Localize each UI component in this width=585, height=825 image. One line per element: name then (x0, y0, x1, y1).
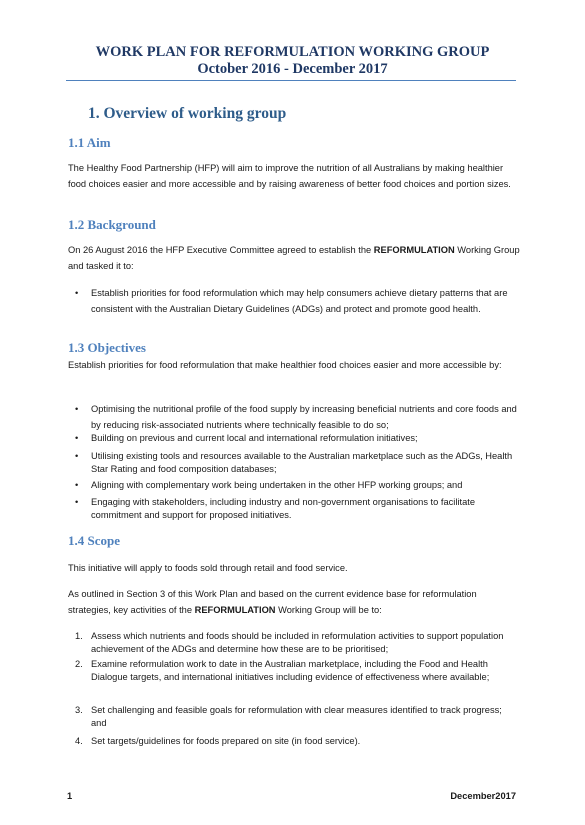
scope-activities-intro: As outlined in Section 3 of this Work Plan and based on the current evidence base for reformulation strategies, key activities of the REFORMULATION Working Group will be to: (68, 589, 477, 615)
list-item: • Utilising existing tools and resources available to the Australian marketplace such as the ADGs, Health Star Rating and food composition databases; (75, 451, 513, 474)
aim-heading: 1.1 Aim (68, 135, 111, 150)
bullet-icon: • (75, 480, 79, 490)
document-date-range: October 2016 - December 2017 (197, 61, 388, 77)
bullet-icon: • (75, 404, 79, 414)
bullet-icon: • (75, 451, 79, 461)
numbered-item: 4. Set targets/guidelines for foods prepared on site (in food service). (75, 736, 361, 746)
numbered-item: 2. Examine reformulation work to date in the Australian marketplace, including the Food and Health Dialogue targets, and international initiatives including evidence of effectiveness where available; (75, 659, 490, 682)
bullet-icon: • (75, 497, 79, 507)
document-title: WORK PLAN FOR REFORMULATION WORKING GROUP (95, 44, 490, 60)
scope-heading: 1.4 Scope (68, 533, 120, 548)
bullet-icon: • (75, 288, 79, 298)
objectives-heading: 1.3 Objectives (68, 340, 146, 355)
background-text: On 26 August 2016 the HFP Executive Committee agreed to establish the REFORMULATION Working Group and tasked it to: (68, 245, 520, 271)
title-divider (66, 80, 516, 81)
background-heading: 1.2 Background (68, 217, 156, 232)
section-heading: 1. Overview of working group (88, 105, 287, 122)
numbered-item: 3. Set challenging and feasible goals for reformulation with clear measures identified to track progress; and (75, 705, 502, 728)
objectives-intro: Establish priorities for food reformulation that make healthier food choices easier and more accessible by: (68, 360, 502, 370)
numbered-item: 1. Assess which nutrients and foods should be included in reformulation activities to support population achievement of the ADGs and determine how these are to be prioritised; (75, 631, 504, 654)
list-item: • Aligning with complementary work being undertaken in the other HFP working groups; and (75, 480, 463, 490)
list-item: • Establish priorities for food reformulation which may help consumers achieve dietary patterns that are consistent with the Australian Dietary Guidelines (ADGs) and protect and promote good health. (75, 288, 508, 314)
page-number: 1 (67, 791, 73, 801)
footer-date: December2017 (450, 791, 516, 801)
scope-text: This initiative will apply to foods sold through retail and food service. (68, 563, 348, 573)
list-item: • Building on previous and current local and international reformulation initiatives; (75, 433, 418, 443)
list-item: • Optimising the nutritional profile of the food supply by increasing beneficial nutrients and core foods and by reducing risk-associated nutrients where technically feasible to do so; (75, 404, 517, 430)
aim-text: The Healthy Food Partnership (HFP) will aim to improve the nutrition of all Australians by making healthier food choices easier and more accessible and by raising awareness of better food choices and portion sizes. (68, 163, 511, 189)
list-item: • Engaging with stakeholders, including industry and non-government organisations to facilitate commitment and support for proposed initiatives. (75, 497, 475, 520)
bullet-icon: • (75, 433, 79, 443)
